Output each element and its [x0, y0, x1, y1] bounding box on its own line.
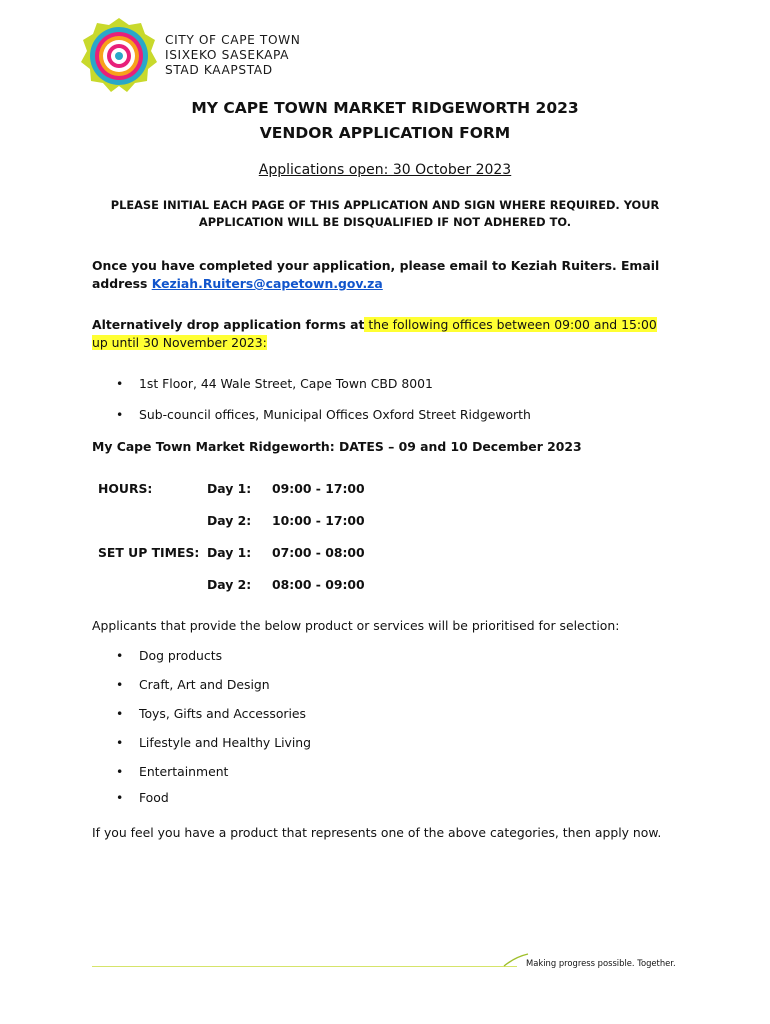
list-item: [0, 706, 770, 724]
closing-note: If you feel you have a product that represents one of the above categories, then apply now.: [92, 825, 662, 840]
dropoff-lead: Alternatively drop application forms at: [92, 317, 365, 332]
city-of-cape-town-logo: [80, 17, 158, 95]
schedule-day: Day 1:: [207, 481, 252, 496]
logo-line-1: CITY OF CAPE TOWN: [165, 33, 301, 47]
bullet-icon: •: [116, 677, 124, 692]
footer-divider: [92, 966, 517, 967]
schedule-day: Day 2:: [207, 577, 252, 592]
category-item: Dog products: [139, 648, 223, 663]
email-link[interactable]: Keziah.Ruiters@capetown.gov.za: [151, 276, 383, 291]
office-address: 1st Floor, 44 Wale Street, Cape Town CBD 8001: [139, 376, 433, 391]
market-dates: My Cape Town Market Ridgeworth: DATES – 09 and 10 December 2023: [92, 439, 582, 454]
list-item: [0, 735, 770, 753]
list-item: [0, 677, 770, 695]
applications-open-date: Applications open: 30 October 2023: [258, 162, 512, 178]
category-item: Lifestyle and Healthy Living: [139, 735, 312, 750]
bullet-icon: •: [116, 764, 124, 779]
warning-notice: PLEASE INITIAL EACH PAGE OF THIS APPLICATION AND SIGN WHERE REQUIRED. YOUR APPLICATION WILL BE DISQUALIFIED IF NOT ADHERED TO.: [110, 198, 660, 229]
schedule-time: 07:00 - 08:00: [272, 545, 365, 560]
hours-label: HOURS:: [98, 481, 153, 496]
schedule-time: 09:00 - 17:00: [272, 481, 365, 496]
bullet-icon: •: [116, 790, 124, 805]
list-item: [0, 764, 770, 782]
dropoff-highlight-2: up until 30 November 2023:: [92, 335, 267, 350]
category-item: Toys, Gifts and Accessories: [139, 706, 307, 721]
category-item: Food: [139, 790, 169, 805]
email-instructions-text: Once you have completed your application, please email to Keziah Ruiters. Email address: [92, 258, 660, 291]
list-item: [0, 648, 770, 666]
category-item: Entertainment: [139, 764, 229, 779]
bullet-icon: •: [116, 706, 124, 721]
priority-intro: Applicants that provide the below product or services will be prioritised for selection:: [92, 618, 620, 633]
logo-line-2: ISIXEKO SASEKAPA: [165, 48, 290, 62]
logo-text: [165, 33, 301, 78]
schedule-table: [0, 481, 770, 601]
dropoff-instructions: [92, 316, 682, 352]
list-item: [0, 407, 770, 425]
list-item: [0, 376, 770, 394]
category-item: Craft, Art and Design: [139, 677, 270, 692]
bullet-icon: •: [116, 376, 124, 391]
email-instructions: [92, 257, 682, 293]
office-address: Sub-council offices, Municipal Offices Oxford Street Ridgeworth: [139, 407, 531, 422]
bullet-icon: •: [116, 407, 124, 422]
document-title: MY CAPE TOWN MARKET RIDGEWORTH 2023: [191, 99, 579, 117]
footer-slogan: Making progress possible. Together.: [526, 958, 676, 968]
bullet-icon: •: [116, 648, 124, 663]
list-item: [0, 790, 770, 808]
schedule-day: Day 1:: [207, 545, 252, 560]
document-subtitle: VENDOR APPLICATION FORM: [259, 124, 511, 142]
bullet-icon: •: [116, 735, 124, 750]
logo-line-3: STAD KAAPSTAD: [165, 63, 273, 77]
schedule-day: Day 2:: [207, 513, 252, 528]
schedule-time: 10:00 - 17:00: [272, 513, 365, 528]
dropoff-highlight-1: the following offices between 09:00 and 15:00: [364, 317, 657, 332]
schedule-time: 08:00 - 09:00: [272, 577, 365, 592]
setup-times-label: SET UP TIMES:: [98, 545, 200, 560]
